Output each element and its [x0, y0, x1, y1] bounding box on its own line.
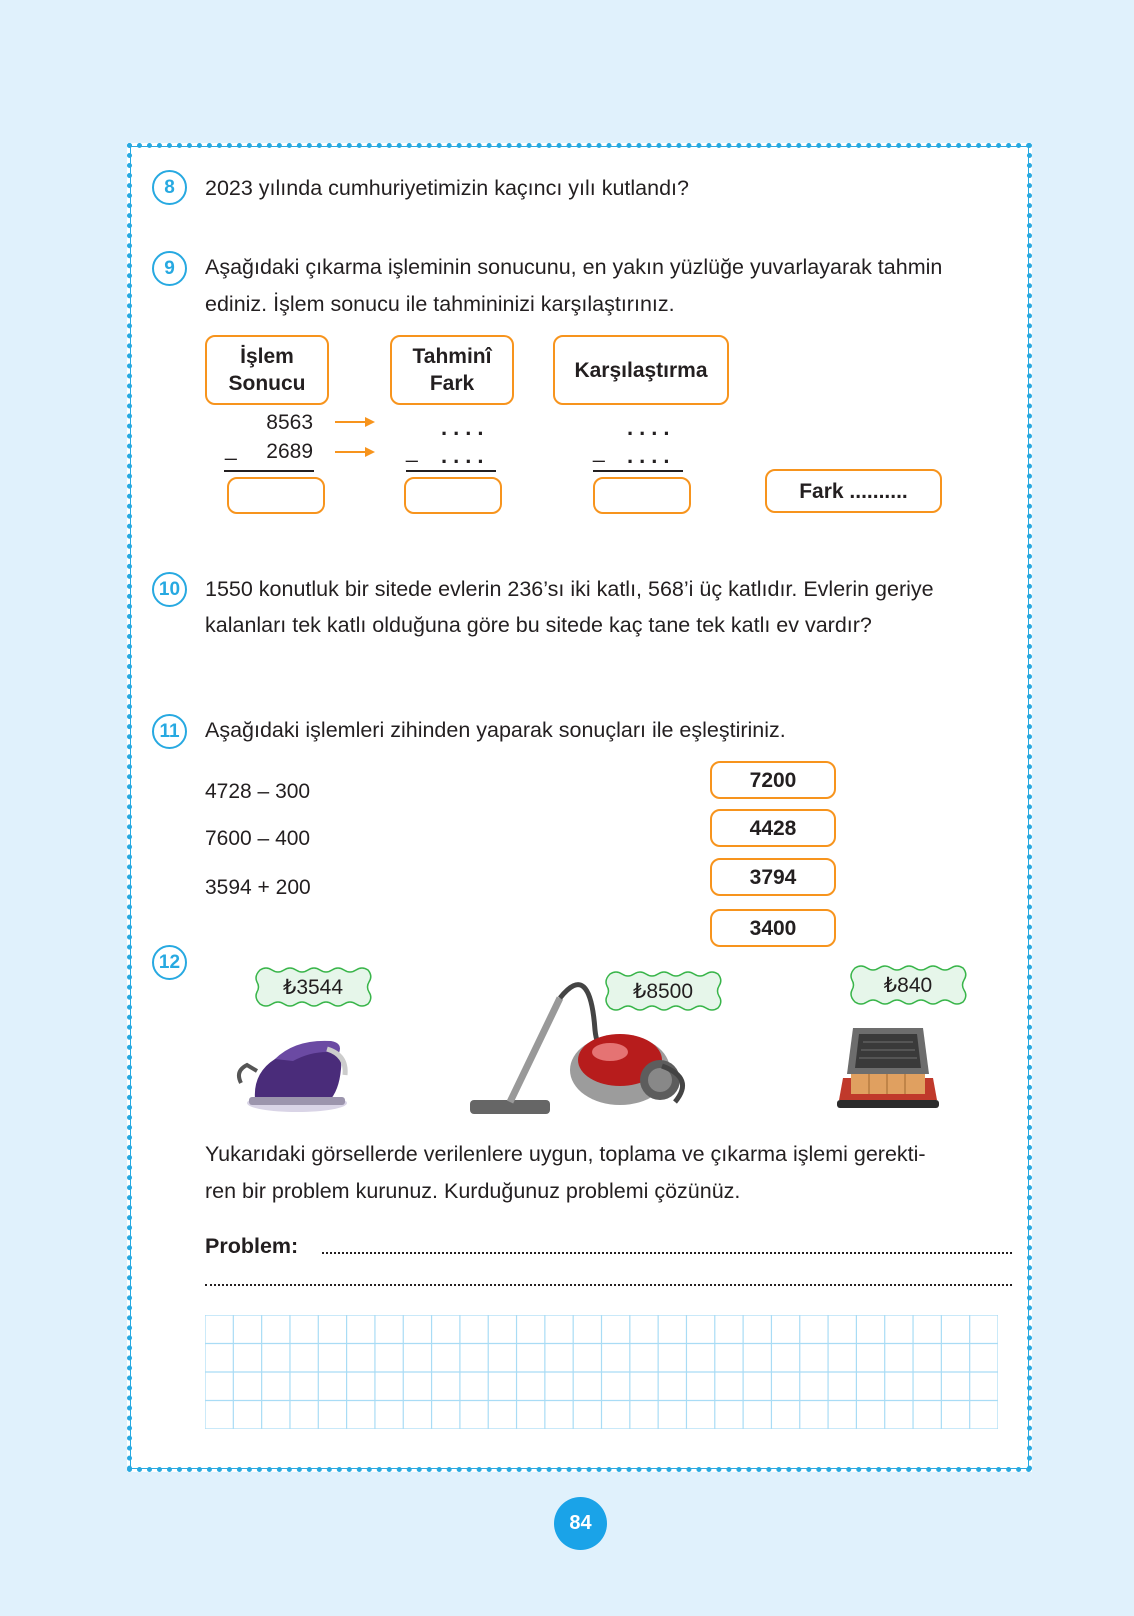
islem-sonucu-header: [205, 335, 329, 405]
estimate-dots-top: ....: [441, 415, 490, 440]
islem-header-line1: İşlem: [240, 345, 294, 368]
question-12-text-line2: ren bir problem kurunuz. Kurduğunuz problemi çözünüz.: [205, 1179, 741, 1203]
question-9-text-line2: ediniz. İşlem sonucu ile tahmininizi karşılaştırınız.: [205, 292, 675, 316]
problem-answer-line-2[interactable]: [205, 1284, 1012, 1286]
expression-1: 4728 – 300: [205, 780, 311, 803]
price-grill: ₺840: [883, 973, 933, 997]
karsilastirma-header: Karşılaştırma: [553, 335, 729, 405]
tahmini-header-line2: Fark: [429, 372, 475, 395]
expression-3: 3594 + 200: [205, 876, 311, 899]
result-box-1[interactable]: 7200: [710, 761, 836, 799]
minus-sign-2: _: [406, 440, 418, 463]
question-12-number: 12: [152, 945, 187, 980]
minus-sign-1: _: [225, 438, 237, 461]
compare-dots-bottom: ....: [627, 443, 676, 468]
islem-answer-box[interactable]: [227, 477, 325, 514]
tahmini-fark-header: [390, 335, 514, 405]
expression-2: 7600 – 400: [205, 827, 311, 850]
question-11-number: 11: [152, 714, 187, 749]
question-11-text: Aşağıdaki işlemleri zihinden yaparak sonuçları ile eşleştiriniz.: [205, 718, 786, 742]
problem-answer-line-1[interactable]: [322, 1252, 1012, 1254]
sum-rule-2: [406, 470, 496, 472]
problem-label: Problem:: [205, 1234, 299, 1258]
result-box-2[interactable]: 4428: [710, 809, 836, 847]
vacuum-cleaner-icon: [470, 970, 700, 1125]
result-box-3[interactable]: 3794: [710, 858, 836, 896]
price-tag-iron: [252, 966, 374, 1008]
question-9-number: 9: [152, 251, 187, 286]
question-8-number: 8: [152, 170, 187, 205]
question-10-text-line1: 1550 konutluk bir sitede evlerin 236’sı iki katlı, 568’i üç katlıdır. Evlerin geriye: [205, 577, 934, 601]
fark-box[interactable]: Fark ..........: [765, 469, 942, 513]
price-iron: ₺3544: [282, 975, 344, 999]
toaster-grill-icon: [833, 1022, 943, 1117]
top-number: 8563: [266, 411, 313, 434]
question-8-text: 2023 yılında cumhuriyetimizin kaçıncı yılı kutlandı?: [205, 176, 689, 200]
bottom-number: 2689: [266, 440, 313, 463]
minus-sign-3: _: [593, 440, 605, 463]
tahmini-header-line1: Tahminî: [412, 345, 492, 368]
page-number: 84: [554, 1497, 607, 1550]
steam-iron-icon: [235, 1025, 355, 1115]
estimate-dots-bottom: ....: [441, 443, 490, 468]
price-tag-grill: [847, 964, 969, 1006]
answer-grid[interactable]: [205, 1315, 998, 1429]
karsilastirma-answer-box[interactable]: [593, 477, 691, 514]
result-box-4[interactable]: 3400: [710, 909, 836, 947]
tahmini-answer-box[interactable]: [404, 477, 502, 514]
question-12-text-line1: Yukarıdaki görsellerde verilenlere uygun, toplama ve çıkarma işlemi gerekti-: [205, 1142, 926, 1166]
islem-header-line2: Sonucu: [228, 372, 306, 395]
sum-rule-1: [224, 470, 314, 472]
sum-rule-3: [593, 470, 683, 472]
question-10-number: 10: [152, 572, 187, 607]
arrow-right-icon: [335, 416, 375, 428]
compare-dots-top: ....: [627, 415, 676, 440]
question-9-text-line1: Aşağıdaki çıkarma işleminin sonucunu, en yakın yüzlüğe yuvarlayarak tahmin: [205, 255, 943, 279]
price-vacuum: ₺8500: [632, 979, 694, 1003]
question-10-text-line2: kalanları tek katlı olduğuna göre bu sitede kaç tane tek katlı ev vardır?: [205, 613, 872, 637]
arrow-right-icon: [335, 446, 375, 458]
